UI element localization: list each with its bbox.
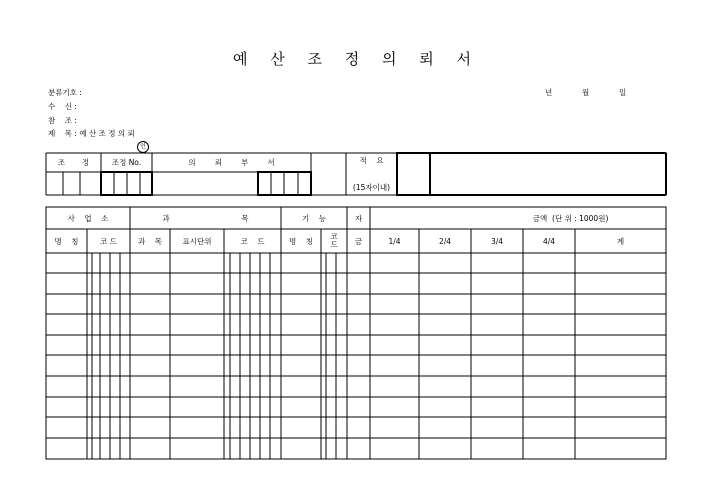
display-unit-header: 표시단위 <box>182 236 212 246</box>
class-number-label: 분류기호 : <box>48 88 82 97</box>
seal-mark: 인 <box>137 141 149 153</box>
account-code-header: 코 드 <box>240 236 265 246</box>
reference-label: 참 조 : <box>48 116 77 125</box>
requesting-department-header: 의 뢰 부 서 <box>188 158 275 167</box>
page-title: 예 산 조 정 의 뢰 서 <box>232 50 481 68</box>
function-code-header <box>321 229 347 253</box>
date-year-label: 년 <box>545 88 553 97</box>
recipient-label: 수 신 : <box>48 102 77 111</box>
amount-header-geum: 금 <box>532 213 540 223</box>
quarter-1-header: 1/4 <box>388 236 401 246</box>
account-header: 과 목 <box>162 213 249 223</box>
function-header: 기 능 <box>301 213 327 223</box>
function-name-header: 명 칭 <box>288 236 314 246</box>
business-header: 사 업 소 <box>67 213 109 223</box>
function-code-char-1: 코 <box>330 232 338 241</box>
function-code-char-2: 드 <box>330 240 338 249</box>
ja-header: 자 <box>354 213 363 223</box>
date-month-label: 월 <box>582 88 590 97</box>
date-day-label: 일 <box>619 88 627 97</box>
amount-header-unit: 액 (단 위 : 1000원) <box>540 213 609 223</box>
gwa-mok-header: 과 목 <box>137 236 163 246</box>
quarter-2-header: 2/4 <box>438 236 452 246</box>
summary-header: 적 요 <box>359 155 384 165</box>
adjust-number-header: 조정 No. <box>111 158 142 167</box>
geum-header: 금 <box>354 236 363 246</box>
subject-label: 제 목 : 예 산 조 정 의 뢰 <box>48 129 135 138</box>
total-header: 계 <box>616 236 625 246</box>
quarter-4-header: 4/4 <box>542 236 556 246</box>
quarter-3-header: 3/4 <box>490 236 504 246</box>
business-name-header: 명 칭 <box>54 236 79 246</box>
adjust-header: 조 정 <box>57 158 90 167</box>
business-code-header: 코 드 <box>100 236 117 246</box>
summary-note: (15자이내) <box>352 182 391 192</box>
